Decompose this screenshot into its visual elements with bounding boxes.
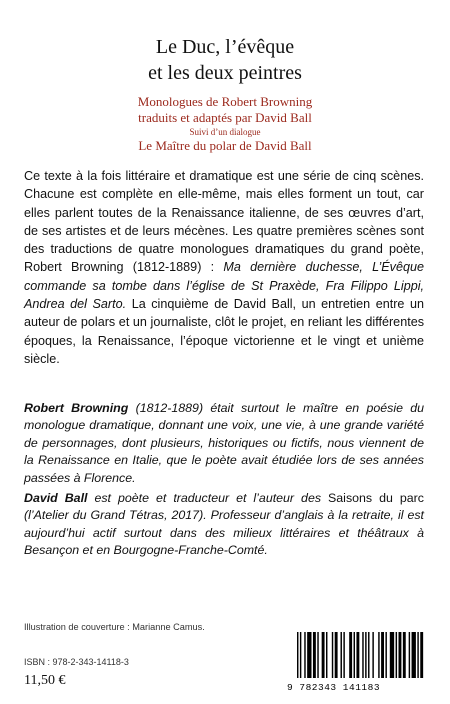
barcode-bars xyxy=(287,632,425,682)
browning-bio-text: (1812-1889) était surtout le maître en poésie du monologue dramatique, donnant une voix, une vie, à une grande variété de personnages, dont plusieurs, historiques ou fictifs, nous viennent de la Renaissance en Italie, que le poète avait étudiée lors de ses années passées à Florence. xyxy=(24,401,424,485)
title-line-1: Le Duc, l’évêque xyxy=(155,36,295,58)
book-subtitle xyxy=(0,94,450,154)
subtitle-line-3: Suivi d’un dialogue xyxy=(189,127,261,137)
summary-works-list: Ma dernière duchesse, L’Évêque commande sa tombe dans l’église de St Praxède, Fra Filippo Lippi, Andrea del Sarto. xyxy=(24,260,424,312)
subtitle-line-1: Monologues de Robert Browning xyxy=(137,94,313,109)
isbn: ISBN : 978-2-343-14118-3 xyxy=(24,657,129,667)
browning-name: Robert Browning xyxy=(24,401,129,415)
ball-bio-text-2: (l’Atelier du Grand Tétras, 2017). Professeur d’anglais à la retraite, il est aujourd’hui actif surtout dans des milieux littéraires et théâtraux à Besançon et en Bourgogne-Franche-Comté. xyxy=(24,508,424,558)
title-line-2: et les deux peintres xyxy=(148,62,302,84)
browning-bio xyxy=(24,400,424,487)
ball-book-title: Saisons du parc xyxy=(328,491,424,505)
ball-bio xyxy=(24,490,424,560)
subtitle-line-2: traduits et adaptés par David Ball xyxy=(138,110,312,125)
subtitle-line-4: Le Maître du polar de David Ball xyxy=(138,138,312,153)
ball-name: David Ball xyxy=(24,491,88,505)
ball-bio-text-1: est poète et traducteur et l’auteur des xyxy=(87,491,329,505)
cover-credit: Illustration de couverture : Marianne Camus. xyxy=(24,622,205,632)
summary-text-2: La cinquième de David Ball, un entretien entre un auteur de polars et un journaliste, clôt le projet, en reliant les différentes époques, la Renaissance, l’époque victorienne et le vingt et unième siècle. xyxy=(24,297,425,366)
summary-text-1: Ce texte à la fois littéraire et dramatique est une série de cinq scènes. Chacune est complète en elle-même, mais elles forment un tout, car elles parlent toutes de la Renaissance italienne, de ses œuvres d’art, de ses artistes et de leurs mécènes. Les quatre premières scènes sont des traductions de quatre monologues dramatiques du grand poète, Robert Browning (1812-1889) : xyxy=(24,169,424,275)
summary-paragraph xyxy=(24,167,424,368)
price: 11,50 € xyxy=(24,673,66,688)
barcode-digits: 9 782343 141183 xyxy=(287,682,381,693)
book-title xyxy=(0,34,450,86)
